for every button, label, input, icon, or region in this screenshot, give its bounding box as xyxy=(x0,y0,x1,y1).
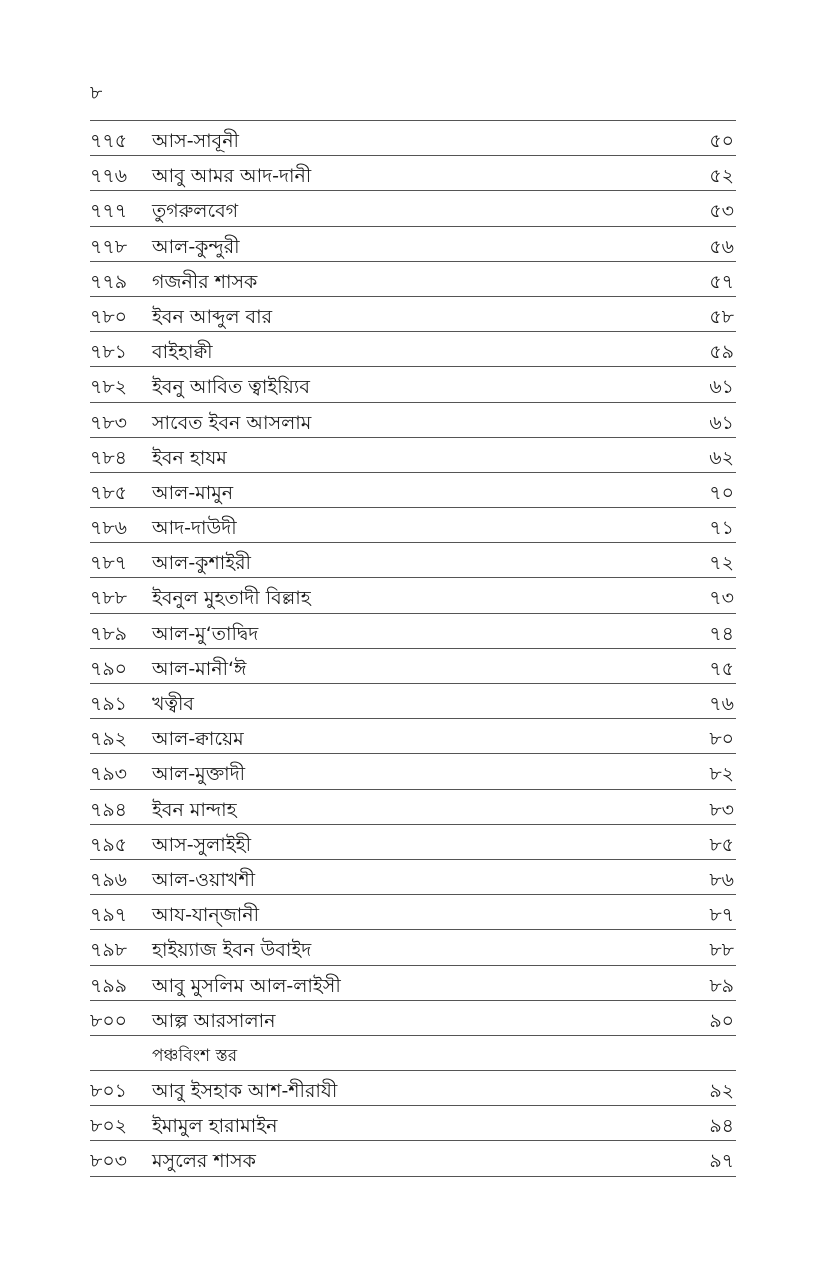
entry-title: আয-যান্‌জানী xyxy=(152,904,260,927)
entry-page-number: ৮০ xyxy=(709,728,734,751)
entry-page-number: ৭১ xyxy=(709,517,734,540)
entry-title: আল-মু‘তাদ্বিদ xyxy=(152,622,259,645)
entry-title: আল-মানী‘ঈ xyxy=(152,657,247,680)
entry-number: ৭৭৭ xyxy=(90,200,128,223)
entry-number: ৮০৩ xyxy=(90,1150,128,1173)
entry-page-number: ৫৮ xyxy=(709,305,734,328)
entry-title: বাইহাক্বী xyxy=(152,341,213,364)
entry-title: আল-মুক্তাদী xyxy=(152,763,246,786)
entry-number: ৭৯৩ xyxy=(90,763,128,786)
toc-row xyxy=(90,156,736,191)
toc-row xyxy=(90,754,736,789)
entry-page-number: ৫৭ xyxy=(709,270,734,293)
entry-number: ৭৭৬ xyxy=(90,165,128,188)
entry-number: ৭৯১ xyxy=(90,693,128,715)
entry-title: আবু আমর আদ-দানী xyxy=(152,165,312,188)
entry-page-number: ৮৩ xyxy=(709,798,734,821)
toc-row xyxy=(90,227,736,262)
toc-row xyxy=(90,614,736,649)
page-number: ৮ xyxy=(90,82,103,104)
entry-title: ইবন হাযম xyxy=(152,446,227,469)
entry-title: গজনীর শাসক xyxy=(152,270,258,293)
toc-row xyxy=(90,825,736,860)
entry-title: আল-কুশাইরী xyxy=(152,552,251,575)
section-heading-row xyxy=(90,1036,736,1071)
entry-number: ৭৮৫ xyxy=(90,481,128,504)
entry-page-number: ৭৬ xyxy=(709,693,734,715)
entry-title: ইবনু আবিত ত্বাইয়্যিব xyxy=(152,376,310,399)
entry-title: আল-কুন্দুরী xyxy=(152,235,240,258)
toc-row xyxy=(90,438,736,473)
entry-page-number: ৮৫ xyxy=(709,833,734,856)
toc-row xyxy=(90,1071,736,1106)
entry-page-number: ৭৪ xyxy=(709,622,734,645)
entry-number: ৭৭৮ xyxy=(90,235,128,258)
toc-row xyxy=(90,1106,736,1141)
entry-title: আল-ওয়াখশী xyxy=(152,868,256,891)
toc-row xyxy=(90,191,736,226)
entry-number: ৭৯৭ xyxy=(90,904,128,927)
entry-title: ইমামুল হারামাইন xyxy=(152,1115,278,1138)
toc-row xyxy=(90,403,736,438)
entry-number: ৭৯৪ xyxy=(90,798,128,821)
entry-title: ইবনুল মুহতাদী বিল্লাহ xyxy=(152,587,311,610)
entry-number: ৭৮৭ xyxy=(90,552,128,575)
entry-title: আল-মামুন xyxy=(152,481,234,504)
entry-title: খত্বীব xyxy=(152,693,195,715)
toc-row xyxy=(90,790,736,825)
toc-row xyxy=(90,930,736,965)
toc-row xyxy=(90,966,736,1001)
entry-page-number: ৬১ xyxy=(709,376,734,399)
entry-page-number: ৭৫ xyxy=(709,657,734,680)
entry-number: ৭৮১ xyxy=(90,341,128,364)
toc-row xyxy=(90,121,736,156)
entry-page-number: ৯৭ xyxy=(709,1150,734,1173)
entry-title: সাবেত ইবন আসলাম xyxy=(152,411,312,434)
entry-number: ৭৯৫ xyxy=(90,833,128,856)
toc-row xyxy=(90,895,736,930)
entry-title: হাইয়্যাজ ইবন উবাইদ xyxy=(152,939,312,962)
entry-page-number: ৬২ xyxy=(709,446,734,469)
toc-row xyxy=(90,1141,736,1176)
entry-page-number: ৮৯ xyxy=(709,974,734,997)
toc-row xyxy=(90,332,736,367)
entry-title: মসুলের শাসক xyxy=(152,1150,256,1173)
entry-number: ৭৯৮ xyxy=(90,939,128,962)
table-of-contents xyxy=(90,120,736,1177)
entry-number: ৭৭৯ xyxy=(90,270,128,293)
entry-title: ইবন আব্দুল বার xyxy=(152,305,273,328)
entry-number: ৭৮২ xyxy=(90,376,128,399)
entry-number: ৭৮৯ xyxy=(90,622,128,645)
entry-page-number: ৮২ xyxy=(709,763,734,786)
toc-row xyxy=(90,543,736,578)
toc-row xyxy=(90,719,736,754)
entry-page-number: ৫২ xyxy=(709,165,734,188)
toc-row xyxy=(90,297,736,332)
entry-page-number: ৬১ xyxy=(709,411,734,434)
entry-page-number: ৫৬ xyxy=(709,235,734,258)
entry-number: ৭৮৪ xyxy=(90,446,128,469)
entry-title: আস-সুলাইহী xyxy=(152,833,252,856)
entry-page-number: ৫৯ xyxy=(709,341,734,364)
entry-page-number: ৯০ xyxy=(709,1009,734,1032)
entry-page-number: ৮৬ xyxy=(709,868,734,891)
entry-title: আদ-দাউদী xyxy=(152,517,237,540)
toc-row xyxy=(90,473,736,508)
entry-page-number: ৭৩ xyxy=(709,587,734,610)
entry-number: ৭৯০ xyxy=(90,657,128,680)
toc-row xyxy=(90,508,736,543)
section-title: পঞ্চবিংশ স্তর xyxy=(152,1045,238,1066)
entry-page-number: ৮৮ xyxy=(709,939,734,962)
entry-number: ৮০১ xyxy=(90,1080,128,1103)
entry-title: আবু ইসহাক আশ-শীরাযী xyxy=(152,1080,338,1103)
entry-title: তুগরুলবেগ xyxy=(152,200,239,223)
entry-page-number: ৯৪ xyxy=(709,1115,734,1138)
toc-row xyxy=(90,649,736,684)
entry-number: ৭৮৩ xyxy=(90,411,128,434)
entry-number: ৮০০ xyxy=(90,1009,128,1032)
entry-title: আল-ক্বায়েম xyxy=(152,728,244,751)
toc-row xyxy=(90,1001,736,1036)
entry-title: ইবন মান্দাহ xyxy=(152,798,237,821)
entry-page-number: ৭২ xyxy=(709,552,734,575)
entry-title: আস-সাবূনী xyxy=(152,130,239,152)
entry-page-number: ৫০ xyxy=(709,130,734,152)
entry-number: ৭৯২ xyxy=(90,728,128,751)
toc-row xyxy=(90,860,736,895)
entry-title: আবু মুসলিম আল-লাইসী xyxy=(152,974,341,997)
toc-row xyxy=(90,367,736,402)
entry-number: ৭৮০ xyxy=(90,305,128,328)
entry-number: ৭৭৫ xyxy=(90,130,128,152)
entry-page-number: ৮৭ xyxy=(709,904,734,927)
entry-number: ৭৮৮ xyxy=(90,587,128,610)
entry-page-number: ৭০ xyxy=(709,481,734,504)
toc-row xyxy=(90,684,736,719)
entry-number: ৭৯৯ xyxy=(90,974,128,997)
entry-page-number: ৯২ xyxy=(709,1080,734,1103)
entry-title: আল্প আরসালান xyxy=(152,1009,276,1032)
entry-number: ৭৯৬ xyxy=(90,868,128,891)
toc-row xyxy=(90,578,736,613)
entry-number: ৭৮৬ xyxy=(90,517,128,540)
entry-page-number: ৫৩ xyxy=(709,200,734,223)
entry-number: ৮০২ xyxy=(90,1115,128,1138)
toc-row xyxy=(90,262,736,297)
